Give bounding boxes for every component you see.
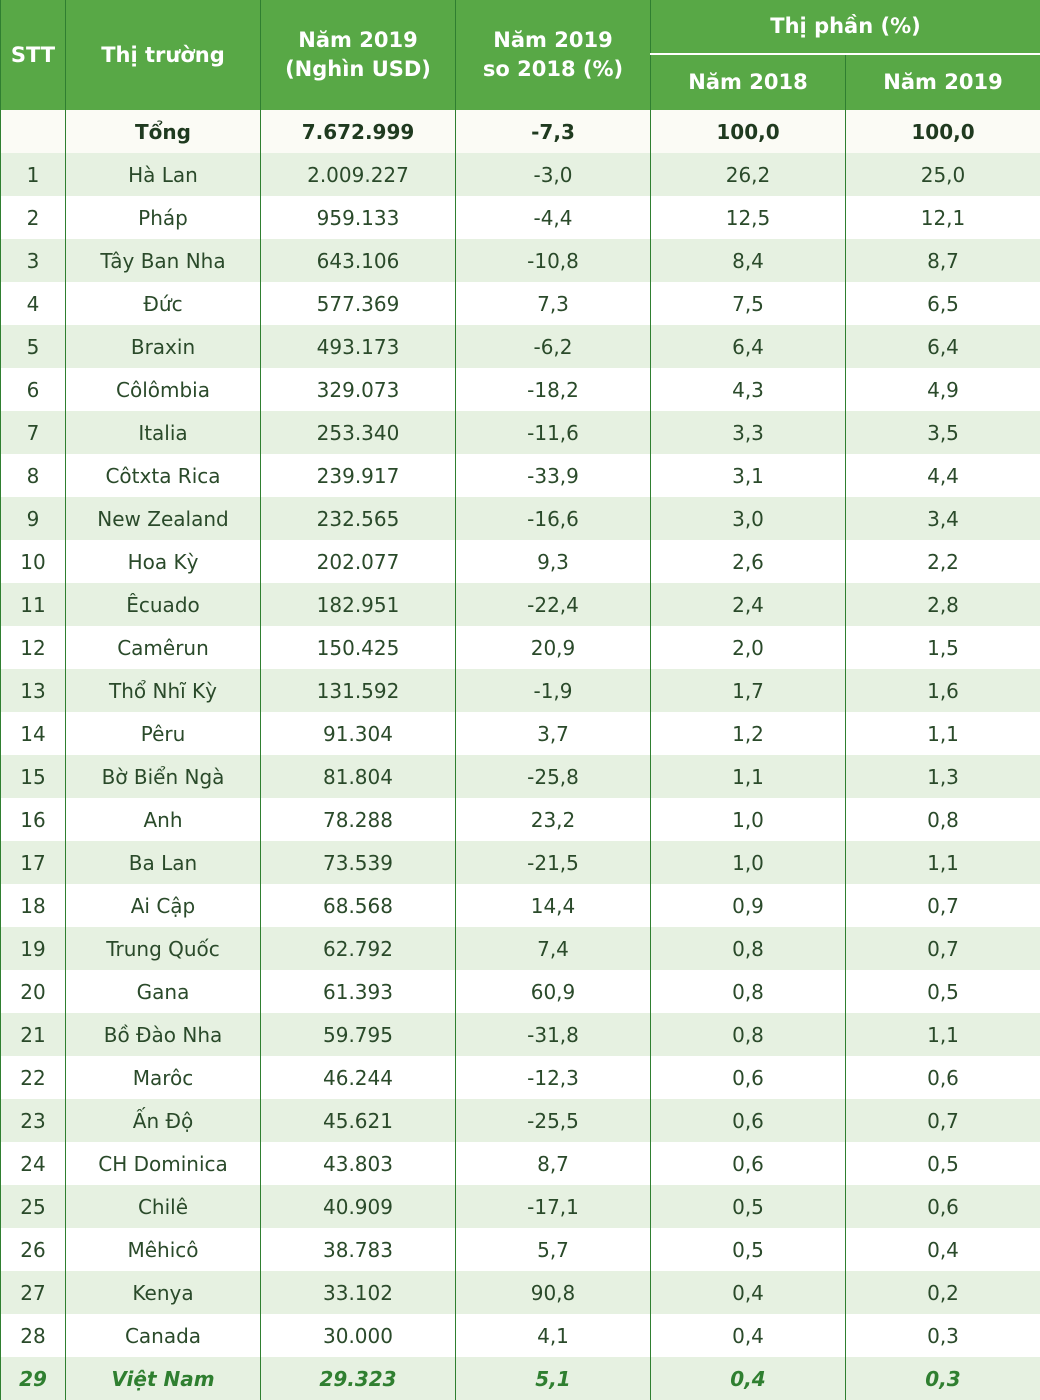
header-change-line1: Năm 2019	[493, 28, 612, 52]
cell-change: 5,1	[456, 1357, 651, 1400]
table-row	[1, 626, 1040, 669]
table-row	[1, 368, 1040, 411]
cell-value: 7.672.999	[261, 110, 456, 153]
cell-market: Braxin	[66, 325, 261, 368]
cell-market: Bồ Đào Nha	[66, 1013, 261, 1056]
cell-change: -22,4	[456, 583, 651, 626]
cell-value: 78.288	[261, 798, 456, 841]
cell-stt: 13	[1, 669, 66, 712]
cell-stt: 27	[1, 1271, 66, 1314]
cell-stt: 18	[1, 884, 66, 927]
cell-value: 30.000	[261, 1314, 456, 1357]
cell-stt: 25	[1, 1185, 66, 1228]
cell-value: 239.917	[261, 454, 456, 497]
cell-change: -33,9	[456, 454, 651, 497]
cell-change: -16,6	[456, 497, 651, 540]
cell-market: Chilê	[66, 1185, 261, 1228]
table-row	[1, 1314, 1040, 1357]
cell-share-2019: 1,1	[846, 1013, 1040, 1056]
cell-market: Hoa Kỳ	[66, 540, 261, 583]
cell-stt	[1, 110, 66, 153]
cell-share-2018: 0,4	[651, 1271, 846, 1314]
cell-share-2019: 0,6	[846, 1056, 1040, 1099]
cell-stt: 20	[1, 970, 66, 1013]
cell-value: 959.133	[261, 196, 456, 239]
cell-share-2018: 12,5	[651, 196, 846, 239]
cell-change: -12,3	[456, 1056, 651, 1099]
table-row	[1, 583, 1040, 626]
cell-share-2018: 3,1	[651, 454, 846, 497]
cell-stt: 10	[1, 540, 66, 583]
cell-market: Ba Lan	[66, 841, 261, 884]
cell-change: 90,8	[456, 1271, 651, 1314]
cell-share-2018: 1,0	[651, 841, 846, 884]
cell-share-2019: 0,8	[846, 798, 1040, 841]
header-value-2019-line2: (Nghìn USD)	[285, 57, 431, 81]
cell-change: -1,9	[456, 669, 651, 712]
cell-change: -18,2	[456, 368, 651, 411]
cell-change: 9,3	[456, 540, 651, 583]
cell-share-2019: 4,4	[846, 454, 1040, 497]
cell-change: -3,0	[456, 153, 651, 196]
cell-market: Côlômbia	[66, 368, 261, 411]
cell-change: -25,8	[456, 755, 651, 798]
cell-stt: 26	[1, 1228, 66, 1271]
table-row	[1, 411, 1040, 454]
cell-value: 62.792	[261, 927, 456, 970]
cell-market: Hà Lan	[66, 153, 261, 196]
cell-share-2018: 0,5	[651, 1185, 846, 1228]
cell-value: 493.173	[261, 325, 456, 368]
table-row	[1, 1056, 1040, 1099]
cell-share-2019: 6,4	[846, 325, 1040, 368]
cell-stt: 23	[1, 1099, 66, 1142]
table-row	[1, 282, 1040, 325]
cell-share-2018: 26,2	[651, 153, 846, 196]
cell-change: 20,9	[456, 626, 651, 669]
cell-share-2019: 25,0	[846, 153, 1040, 196]
cell-market: Bờ Biển Ngà	[66, 755, 261, 798]
cell-share-2018: 0,8	[651, 970, 846, 1013]
cell-stt: 28	[1, 1314, 66, 1357]
cell-stt: 2	[1, 196, 66, 239]
cell-share-2019: 0,7	[846, 927, 1040, 970]
table-row	[1, 1142, 1040, 1185]
cell-share-2018: 1,2	[651, 712, 846, 755]
table-row	[1, 1185, 1040, 1228]
cell-share-2019: 100,0	[846, 110, 1040, 153]
cell-share-2018: 0,6	[651, 1056, 846, 1099]
table-row	[1, 1228, 1040, 1271]
cell-value: 253.340	[261, 411, 456, 454]
cell-share-2019: 1,3	[846, 755, 1040, 798]
cell-stt: 11	[1, 583, 66, 626]
cell-market: Ấn Độ	[66, 1099, 261, 1142]
cell-market: CH Dominica	[66, 1142, 261, 1185]
cell-change: 4,1	[456, 1314, 651, 1357]
cell-value: 131.592	[261, 669, 456, 712]
cell-stt: 5	[1, 325, 66, 368]
cell-share-2019: 0,3	[846, 1314, 1040, 1357]
cell-share-2018: 7,5	[651, 282, 846, 325]
header-share: Thị phần (%)	[651, 0, 1040, 54]
cell-value: 46.244	[261, 1056, 456, 1099]
cell-change: -21,5	[456, 841, 651, 884]
cell-share-2019: 2,8	[846, 583, 1040, 626]
header-share-2019: Năm 2019	[846, 54, 1040, 110]
cell-change: -31,8	[456, 1013, 651, 1056]
cell-market: Marôc	[66, 1056, 261, 1099]
total-row	[1, 110, 1040, 153]
cell-market: Việt Nam	[66, 1357, 261, 1400]
cell-change: -6,2	[456, 325, 651, 368]
table-row	[1, 970, 1040, 1013]
cell-value: 232.565	[261, 497, 456, 540]
cell-value: 68.568	[261, 884, 456, 927]
cell-value: 73.539	[261, 841, 456, 884]
cell-stt: 6	[1, 368, 66, 411]
cell-market: Êcuado	[66, 583, 261, 626]
cell-share-2019: 0,6	[846, 1185, 1040, 1228]
cell-share-2019: 1,6	[846, 669, 1040, 712]
cell-change: -7,3	[456, 110, 651, 153]
cell-value: 329.073	[261, 368, 456, 411]
cell-share-2019: 4,9	[846, 368, 1040, 411]
cell-market: Kenya	[66, 1271, 261, 1314]
cell-stt: 17	[1, 841, 66, 884]
table-row	[1, 454, 1040, 497]
cell-share-2019: 0,7	[846, 884, 1040, 927]
cell-share-2018: 2,6	[651, 540, 846, 583]
cell-share-2018: 1,1	[651, 755, 846, 798]
cell-share-2019: 8,7	[846, 239, 1040, 282]
cell-share-2019: 0,7	[846, 1099, 1040, 1142]
table-row	[1, 712, 1040, 755]
table-row	[1, 1357, 1040, 1400]
cell-stt: 16	[1, 798, 66, 841]
cell-share-2018: 2,4	[651, 583, 846, 626]
cell-stt: 4	[1, 282, 66, 325]
cell-change: 60,9	[456, 970, 651, 1013]
cell-share-2018: 1,0	[651, 798, 846, 841]
cell-market: Camêrun	[66, 626, 261, 669]
cell-market: Tổng	[66, 110, 261, 153]
cell-change: 5,7	[456, 1228, 651, 1271]
cell-stt: 8	[1, 454, 66, 497]
cell-market: Pháp	[66, 196, 261, 239]
table-row	[1, 669, 1040, 712]
cell-share-2019: 6,5	[846, 282, 1040, 325]
cell-value: 29.323	[261, 1357, 456, 1400]
table-row	[1, 884, 1040, 927]
cell-change: 7,3	[456, 282, 651, 325]
cell-market: Anh	[66, 798, 261, 841]
cell-market: Côtxta Rica	[66, 454, 261, 497]
cell-value: 577.369	[261, 282, 456, 325]
header-stt: STT	[1, 0, 66, 110]
table-row	[1, 1099, 1040, 1142]
table-row	[1, 755, 1040, 798]
cell-share-2018: 0,4	[651, 1357, 846, 1400]
cell-stt: 21	[1, 1013, 66, 1056]
cell-share-2018: 100,0	[651, 110, 846, 153]
cell-change: 8,7	[456, 1142, 651, 1185]
cell-stt: 19	[1, 927, 66, 970]
header-value-2019-line1: Năm 2019	[298, 28, 417, 52]
cell-stt: 24	[1, 1142, 66, 1185]
cell-market: Trung Quốc	[66, 927, 261, 970]
cell-market: Tây Ban Nha	[66, 239, 261, 282]
cell-stt: 29	[1, 1357, 66, 1400]
cell-value: 61.393	[261, 970, 456, 1013]
header-value-2019	[261, 0, 456, 110]
cell-value: 81.804	[261, 755, 456, 798]
table-row	[1, 798, 1040, 841]
cell-stt: 9	[1, 497, 66, 540]
cell-value: 91.304	[261, 712, 456, 755]
cell-share-2018: 0,8	[651, 1013, 846, 1056]
cell-market: Ai Cập	[66, 884, 261, 927]
table-row	[1, 927, 1040, 970]
header-market: Thị trường	[66, 0, 261, 110]
cell-market: Italia	[66, 411, 261, 454]
table-row	[1, 497, 1040, 540]
cell-value: 40.909	[261, 1185, 456, 1228]
cell-stt: 7	[1, 411, 66, 454]
cell-value: 38.783	[261, 1228, 456, 1271]
cell-share-2018: 3,0	[651, 497, 846, 540]
cell-change: 7,4	[456, 927, 651, 970]
cell-change: 23,2	[456, 798, 651, 841]
cell-share-2018: 0,9	[651, 884, 846, 927]
table-row	[1, 1271, 1040, 1314]
cell-value: 202.077	[261, 540, 456, 583]
table-row	[1, 540, 1040, 583]
cell-share-2018: 3,3	[651, 411, 846, 454]
cell-share-2019: 0,2	[846, 1271, 1040, 1314]
cell-stt: 22	[1, 1056, 66, 1099]
cell-change: -11,6	[456, 411, 651, 454]
cell-share-2018: 0,5	[651, 1228, 846, 1271]
cell-share-2018: 1,7	[651, 669, 846, 712]
cell-share-2019: 0,4	[846, 1228, 1040, 1271]
cell-share-2018: 0,8	[651, 927, 846, 970]
table-row	[1, 841, 1040, 884]
cell-market: Thổ Nhĩ Kỳ	[66, 669, 261, 712]
cell-stt: 15	[1, 755, 66, 798]
cell-share-2019: 0,5	[846, 1142, 1040, 1185]
table-row	[1, 1013, 1040, 1056]
cell-change: -17,1	[456, 1185, 651, 1228]
cell-share-2019: 2,2	[846, 540, 1040, 583]
cell-value: 150.425	[261, 626, 456, 669]
table-header	[1, 0, 1040, 110]
cell-stt: 3	[1, 239, 66, 282]
cell-stt: 12	[1, 626, 66, 669]
cell-share-2018: 0,4	[651, 1314, 846, 1357]
table-body	[1, 110, 1040, 1400]
cell-market: Canada	[66, 1314, 261, 1357]
cell-change: 3,7	[456, 712, 651, 755]
cell-value: 59.795	[261, 1013, 456, 1056]
cell-share-2018: 8,4	[651, 239, 846, 282]
header-change-line2: so 2018 (%)	[483, 57, 623, 81]
cell-value: 2.009.227	[261, 153, 456, 196]
cell-share-2019: 1,5	[846, 626, 1040, 669]
cell-value: 45.621	[261, 1099, 456, 1142]
cell-value: 43.803	[261, 1142, 456, 1185]
cell-share-2019: 0,3	[846, 1357, 1040, 1400]
cell-change: -25,5	[456, 1099, 651, 1142]
cell-share-2019: 3,4	[846, 497, 1040, 540]
table-row	[1, 196, 1040, 239]
cell-market: Gana	[66, 970, 261, 1013]
cell-share-2019: 12,1	[846, 196, 1040, 239]
cell-value: 182.951	[261, 583, 456, 626]
cell-market: Pêru	[66, 712, 261, 755]
header-share-2018: Năm 2018	[651, 54, 846, 110]
cell-value: 33.102	[261, 1271, 456, 1314]
cell-market: Đức	[66, 282, 261, 325]
cell-stt: 14	[1, 712, 66, 755]
cell-share-2018: 2,0	[651, 626, 846, 669]
cell-share-2019: 1,1	[846, 712, 1040, 755]
table-row	[1, 325, 1040, 368]
cell-value: 643.106	[261, 239, 456, 282]
cell-stt: 1	[1, 153, 66, 196]
cell-share-2018: 0,6	[651, 1142, 846, 1185]
cell-share-2019: 1,1	[846, 841, 1040, 884]
cell-change: 14,4	[456, 884, 651, 927]
table-row	[1, 239, 1040, 282]
cell-market: Mêhicô	[66, 1228, 261, 1271]
cell-share-2018: 6,4	[651, 325, 846, 368]
cell-change: -4,4	[456, 196, 651, 239]
cell-change: -10,8	[456, 239, 651, 282]
cell-share-2019: 3,5	[846, 411, 1040, 454]
cell-share-2018: 4,3	[651, 368, 846, 411]
cell-share-2018: 0,6	[651, 1099, 846, 1142]
cell-market: New Zealand	[66, 497, 261, 540]
table-row	[1, 153, 1040, 196]
cell-share-2019: 0,5	[846, 970, 1040, 1013]
header-change	[456, 0, 651, 110]
